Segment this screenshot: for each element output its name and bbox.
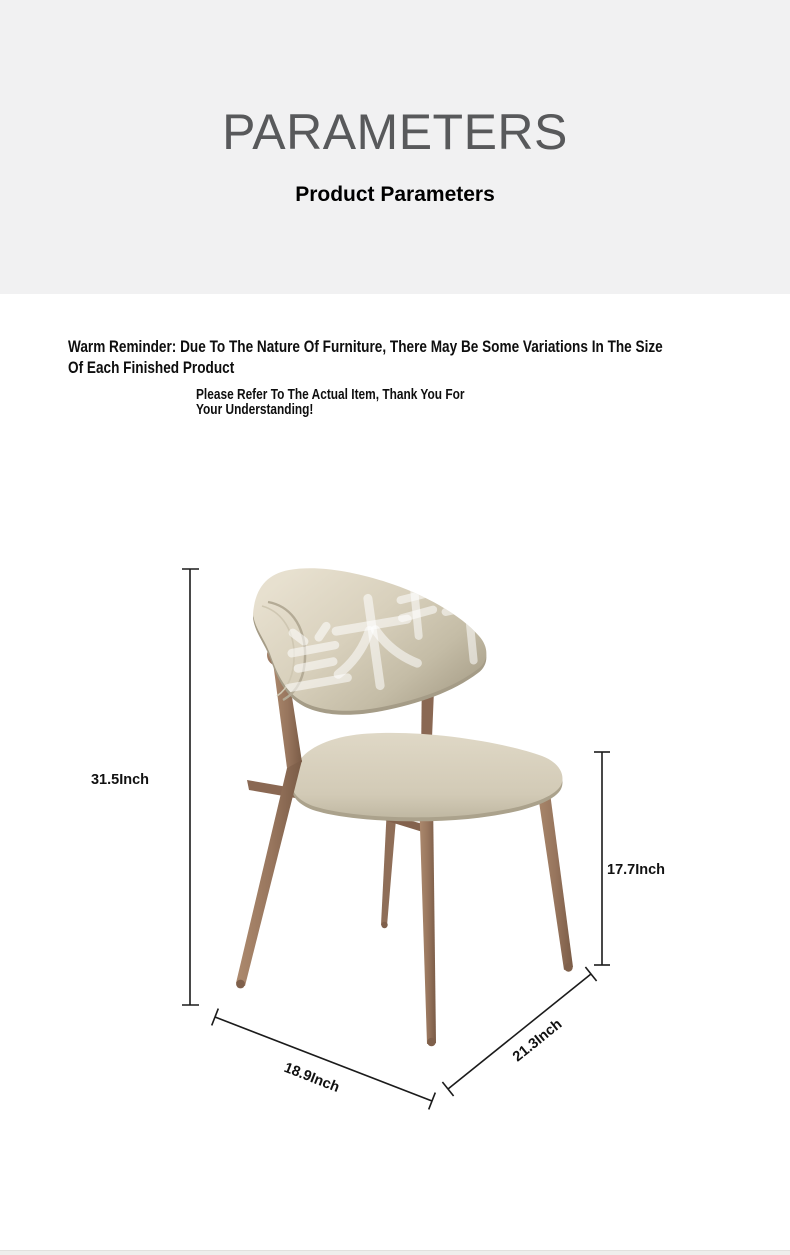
- dimension-label-width: 18.9Inch: [281, 1059, 342, 1096]
- dimension-seat-height-line: [594, 752, 610, 965]
- page-title: PARAMETERS: [222, 104, 568, 160]
- page-subtitle: Product Parameters: [295, 183, 495, 206]
- chair-leg-center: [419, 797, 436, 1046]
- chair-illustration: [236, 568, 573, 1046]
- chair-seat: [292, 733, 563, 821]
- dimension-label-seat-height: 17.7Inch: [607, 862, 666, 878]
- dimension-label-depth: 21.3Inch: [510, 1016, 566, 1066]
- warm-reminder-line1: Warm Reminder: Due To The Nature Of Furniture, There May Be Some Variations In The Size: [68, 337, 663, 356]
- dimension-label-height: 31.5Inch: [90, 772, 150, 788]
- warm-reminder-line2: Of Each Finished Product: [68, 358, 235, 377]
- dimension-width-line: [212, 1009, 436, 1110]
- bottom-divider: [0, 1250, 790, 1255]
- chair-leg-far: [381, 806, 397, 928]
- reminder-note-line1: Please Refer To The Actual Item, Thank You For: [196, 387, 465, 403]
- dimension-depth-line: [442, 967, 596, 1096]
- dimension-height-line: [182, 569, 199, 1005]
- dimension-labels: [91, 772, 665, 1096]
- reminder-note-line2: Your Understanding!: [196, 402, 314, 418]
